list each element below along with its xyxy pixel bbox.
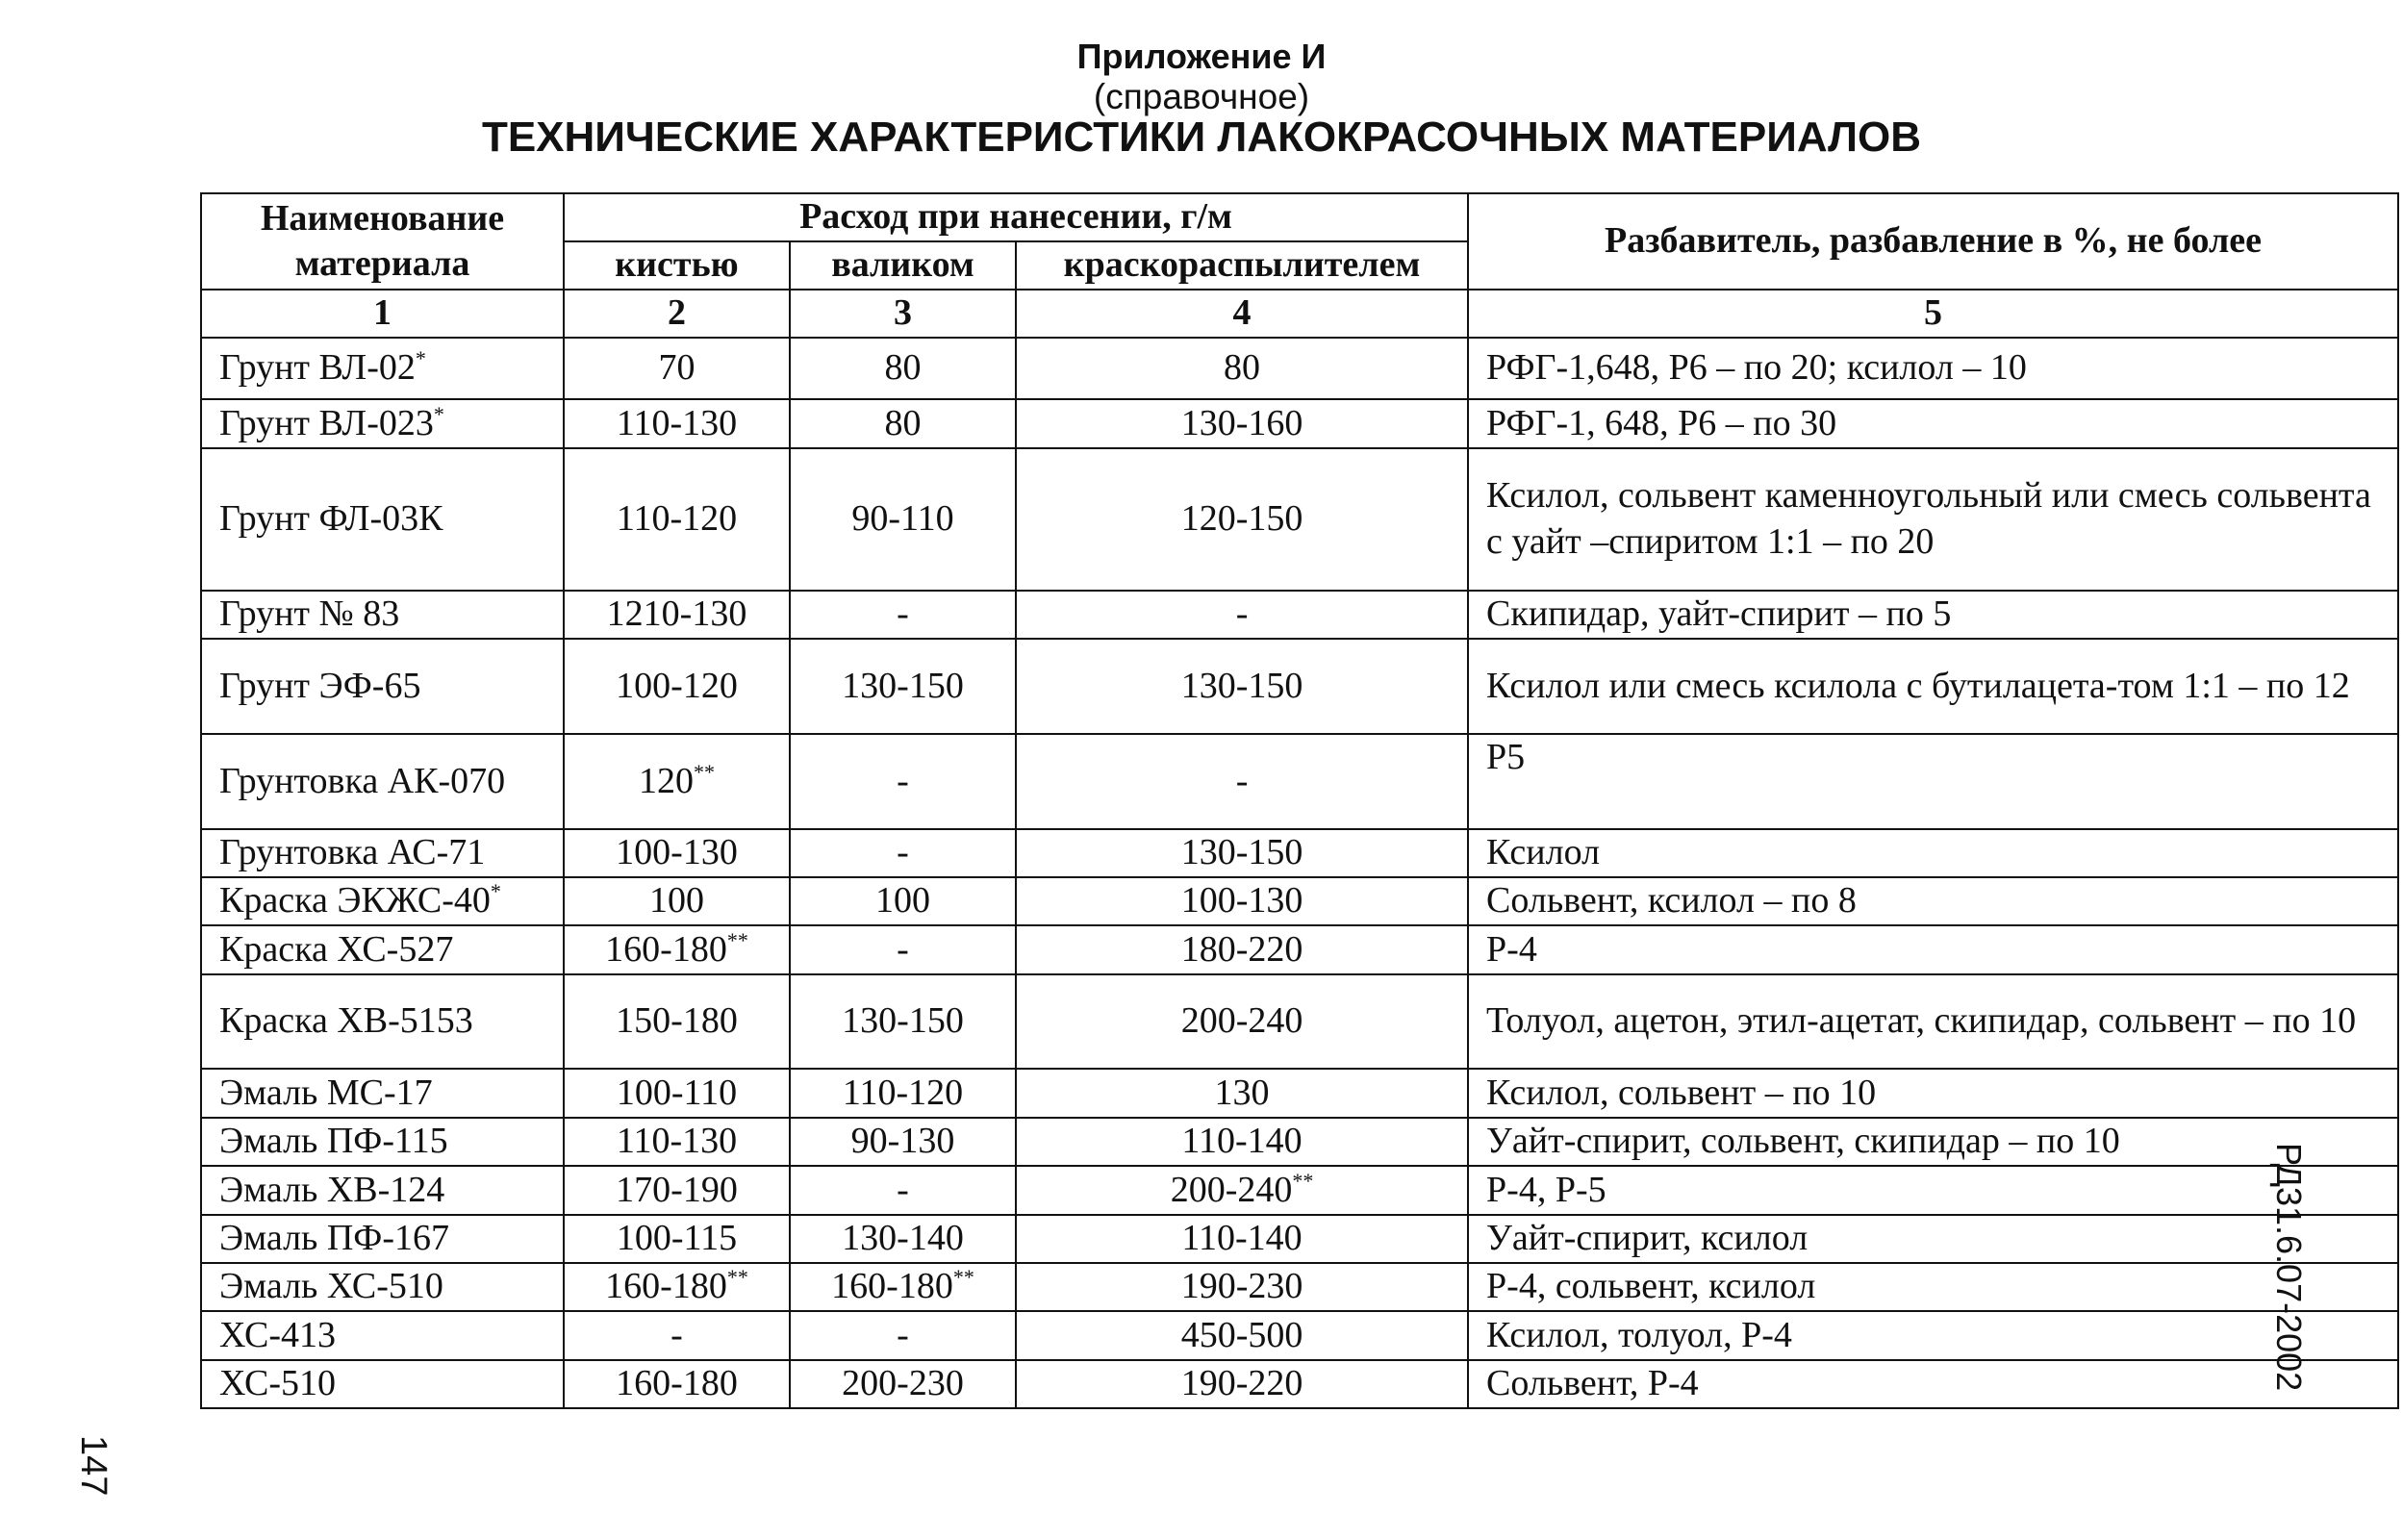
cell-brush [564, 1166, 790, 1214]
cell-sprayer [1016, 974, 1468, 1070]
cell-brush-text: - [670, 1314, 683, 1355]
cell-roller [790, 734, 1016, 829]
table-body [201, 338, 2398, 1408]
cell-roller-text: 90-130 [850, 1121, 955, 1162]
cell-sprayer-text: 200-240 [1170, 1169, 1293, 1210]
cell-thinner [1468, 1263, 2398, 1311]
page-title: ТЕХНИЧЕСКИЕ ХАРАКТЕРИСТИКИ ЛАКОКРАСОЧНЫХ МАТЕРИАЛОВ [481, 114, 1922, 161]
cell-thinner [1468, 1360, 2398, 1408]
cell-name-text: ХС-413 [219, 1314, 336, 1355]
cell-sprayer-text: 110-140 [1181, 1121, 1303, 1162]
cell-sprayer [1016, 1311, 1468, 1359]
table-row [201, 829, 2398, 877]
cell-thinner-text: Р-4 [1486, 928, 1537, 970]
table-row [201, 448, 2398, 591]
cell-sprayer-text: 100-130 [1180, 880, 1303, 921]
cell-roller [790, 1069, 1016, 1117]
cell-sprayer-text: - [1235, 593, 1249, 635]
cell-name [201, 1069, 564, 1117]
table-row [201, 1263, 2398, 1311]
cell-thinner [1468, 1166, 2398, 1214]
cell-thinner [1468, 925, 2398, 973]
cell-brush-text: 120 [639, 760, 694, 801]
cell-name [201, 591, 564, 639]
cell-sprayer-text: 130-150 [1180, 832, 1303, 873]
cell-roller-text: 130-140 [842, 1217, 964, 1258]
table-row [201, 1215, 2398, 1263]
col-number: 4 [1016, 290, 1468, 338]
cell-thinner-text: Ксилол [1486, 832, 1601, 873]
cell-brush [564, 1263, 790, 1311]
cell-thinner-text: Ксилол, толуол, Р-4 [1486, 1314, 1792, 1355]
cell-sprayer-text: 130-150 [1180, 665, 1303, 706]
cell-thinner-text: Ксилол или смесь ксилола с бутилацета-том 1:1 – по 12 [1486, 665, 2350, 706]
cell-name [201, 1360, 564, 1408]
cell-sprayer-text: 190-220 [1180, 1363, 1303, 1404]
cell-roller [790, 1263, 1016, 1311]
cell-roller [790, 399, 1016, 447]
cell-sprayer-text: 200-240 [1180, 1000, 1303, 1042]
cell-brush-text: 110-120 [616, 498, 738, 540]
cell-brush-text: 170-190 [616, 1169, 738, 1210]
cell-roller-text: - [897, 593, 909, 635]
header-brush: кистью [564, 241, 790, 290]
footnote-mark: ** [694, 759, 715, 784]
cell-brush [564, 1360, 790, 1408]
cell-name [201, 1263, 564, 1311]
cell-brush-text: 110-130 [616, 1121, 738, 1162]
table-row [201, 338, 2398, 399]
cell-name [201, 639, 564, 734]
cell-sprayer [1016, 925, 1468, 973]
cell-roller-text: 110-120 [842, 1072, 964, 1113]
cell-sprayer [1016, 1118, 1468, 1166]
cell-name [201, 1166, 564, 1214]
cell-thinner [1468, 1069, 2398, 1117]
cell-thinner [1468, 1311, 2398, 1359]
cell-name-text: Грунт № 83 [219, 593, 400, 635]
cell-roller [790, 1360, 1016, 1408]
cell-thinner-text: Р-4, сольвент, ксилол [1486, 1266, 1816, 1307]
cell-name [201, 448, 564, 591]
cell-brush [564, 1118, 790, 1166]
cell-thinner-text: РФГ-1,648, Р6 – по 20; ксилол – 10 [1486, 347, 2027, 389]
cell-roller [790, 829, 1016, 877]
table-row [201, 399, 2398, 447]
cell-sprayer [1016, 448, 1468, 591]
header-name: Наименование материала [201, 193, 564, 290]
cell-roller [790, 448, 1016, 591]
cell-roller [790, 591, 1016, 639]
table-row [201, 1166, 2398, 1214]
table-row [201, 974, 2398, 1070]
cell-sprayer-text: 130 [1214, 1072, 1270, 1113]
cell-sprayer-text: 110-140 [1181, 1217, 1303, 1258]
cell-name-text: Краска ХВ-5153 [219, 1000, 473, 1042]
footnote-mark: ** [726, 927, 748, 952]
cell-name [201, 877, 564, 925]
table-row [201, 1311, 2398, 1359]
cell-name-text: Грунт ЭФ-65 [219, 665, 421, 706]
header-sprayer: краскораспылителем [1016, 241, 1468, 290]
cell-sprayer-text: - [1235, 760, 1249, 801]
footnote-mark: ** [1292, 1168, 1314, 1193]
cell-name-text: Краска ХС-527 [219, 928, 454, 970]
cell-roller-text: 130-150 [842, 1000, 964, 1042]
header-roller: валиком [790, 241, 1016, 290]
cell-roller-text: - [897, 928, 909, 970]
table-row [201, 1069, 2398, 1117]
cell-roller [790, 974, 1016, 1070]
cell-thinner [1468, 1215, 2398, 1263]
cell-sprayer [1016, 829, 1468, 877]
page-number-text: 147 [73, 1435, 114, 1497]
cell-roller [790, 1118, 1016, 1166]
cell-brush-text: 160-180 [605, 928, 727, 970]
cell-brush-text: 160-180 [616, 1363, 738, 1404]
cell-sprayer-text: 450-500 [1180, 1314, 1303, 1355]
cell-sprayer [1016, 639, 1468, 734]
cell-name [201, 338, 564, 399]
cell-name-text: Грунт ВЛ-023 [219, 402, 434, 443]
cell-thinner [1468, 399, 2398, 447]
table-row [201, 877, 2398, 925]
cell-thinner-text: Толуол, ацетон, этил-ацетат, скипидар, сольвент – по 10 [1486, 1000, 2357, 1042]
cell-thinner [1468, 734, 2398, 829]
cell-thinner-text: Сольвент, Р-4 [1486, 1363, 1699, 1404]
cell-thinner [1468, 448, 2398, 591]
header-consumption: Расход при нанесении, г/м [564, 193, 1468, 241]
cell-sprayer-text: 120-150 [1180, 498, 1303, 540]
cell-roller-text: 100 [875, 880, 930, 921]
header-thinner: Разбавитель, разбавление в %, не более [1468, 193, 2398, 290]
footnote-mark: * [415, 346, 426, 371]
table-row [201, 734, 2398, 829]
cell-sprayer [1016, 591, 1468, 639]
cell-name-text: ХС-510 [219, 1363, 336, 1404]
cell-thinner [1468, 974, 2398, 1070]
cell-name-text: Эмаль ХВ-124 [219, 1169, 445, 1210]
cell-name [201, 1215, 564, 1263]
footnote-mark: * [433, 401, 444, 426]
appendix-label: Приложение И [1076, 37, 1327, 76]
cell-brush [564, 925, 790, 973]
cell-thinner-text: Скипидар, уайт-спирит – по 5 [1486, 593, 1952, 635]
cell-roller-text: 90-110 [851, 498, 954, 540]
cell-brush [564, 734, 790, 829]
cell-thinner [1468, 877, 2398, 925]
materials-table [200, 192, 2399, 1409]
cell-roller [790, 1215, 1016, 1263]
cell-thinner [1468, 1118, 2398, 1166]
table-row [201, 1118, 2398, 1166]
cell-name [201, 829, 564, 877]
footnote-mark: ** [952, 1265, 974, 1290]
cell-roller-text: - [897, 760, 909, 801]
cell-name [201, 1118, 564, 1166]
cell-brush [564, 448, 790, 591]
cell-sprayer [1016, 1069, 1468, 1117]
cell-name-text: Краска ЭКЖС-40 [219, 880, 491, 921]
col-number: 2 [564, 290, 790, 338]
cell-roller [790, 925, 1016, 973]
cell-name [201, 734, 564, 829]
table-row [201, 591, 2398, 639]
cell-thinner-text: Ксилол, сольвент – по 10 [1486, 1072, 1877, 1113]
cell-roller-text: 80 [884, 402, 922, 443]
cell-name [201, 974, 564, 1070]
cell-brush [564, 1069, 790, 1117]
col-number: 5 [1468, 290, 2398, 338]
cell-name [201, 399, 564, 447]
cell-name-text: Эмаль ХС-510 [219, 1266, 443, 1307]
cell-brush-text: 1210-130 [606, 593, 747, 635]
cell-roller [790, 338, 1016, 399]
cell-brush [564, 639, 790, 734]
cell-name-text: Грунт ФЛ-03К [219, 498, 443, 540]
cell-name [201, 925, 564, 973]
col-number: 3 [790, 290, 1016, 338]
cell-sprayer [1016, 338, 1468, 399]
cell-thinner [1468, 639, 2398, 734]
cell-name-text: Грунтовка АС-71 [219, 832, 486, 873]
cell-sprayer [1016, 1215, 1468, 1263]
cell-roller [790, 1311, 1016, 1359]
cell-roller-text: - [897, 832, 909, 873]
cell-roller-text: 130-150 [842, 665, 964, 706]
cell-name-text: Эмаль МС-17 [219, 1072, 433, 1113]
cell-thinner-text: Уайт-спирит, ксилол [1486, 1217, 1809, 1258]
cell-name-text: Грунтовка АК-070 [219, 760, 506, 801]
cell-name [201, 1311, 564, 1359]
cell-roller-text: 200-230 [842, 1363, 964, 1404]
cell-roller [790, 1166, 1016, 1214]
cell-sprayer [1016, 1360, 1468, 1408]
cell-sprayer-text: 130-160 [1180, 402, 1303, 443]
cell-brush-text: 70 [658, 347, 696, 389]
cell-brush-text: 100-120 [616, 665, 738, 706]
cell-roller [790, 877, 1016, 925]
cell-roller-text: 80 [884, 347, 922, 389]
cell-roller [790, 639, 1016, 734]
cell-brush [564, 829, 790, 877]
cell-brush-text: 110-130 [616, 402, 738, 443]
cell-name-text: Эмаль ПФ-115 [219, 1121, 448, 1162]
cell-brush-text: 160-180 [605, 1266, 727, 1307]
table-row [201, 1360, 2398, 1408]
cell-brush [564, 1215, 790, 1263]
cell-thinner [1468, 829, 2398, 877]
cell-brush [564, 1311, 790, 1359]
footnote-mark: * [490, 879, 501, 904]
cell-sprayer [1016, 1166, 1468, 1214]
cell-thinner-text: Уайт-спирит, сольвент, скипидар – по 10 [1486, 1121, 2120, 1162]
cell-brush-text: 100-115 [616, 1217, 738, 1258]
table-row [201, 925, 2398, 973]
cell-name-text: Грунт ВЛ-02 [219, 347, 416, 389]
cell-sprayer-text: 190-230 [1180, 1266, 1303, 1307]
cell-roller-text: - [897, 1314, 909, 1355]
cell-sprayer-text: 80 [1224, 347, 1261, 389]
cell-brush [564, 591, 790, 639]
cell-brush [564, 877, 790, 925]
cell-sprayer [1016, 1263, 1468, 1311]
footnote-mark: ** [726, 1265, 748, 1290]
cell-thinner-text: Ксилол, сольвент каменноугольный или смесь сольвента с уайт –спиритом 1:1 – по 20 [1486, 475, 2371, 562]
cell-roller-text: 160-180 [831, 1266, 953, 1307]
cell-sprayer [1016, 877, 1468, 925]
cell-sprayer-text: 180-220 [1180, 928, 1303, 970]
cell-brush-text: 150-180 [616, 1000, 738, 1042]
col-number: 1 [201, 290, 564, 338]
appendix-kind: (справочное) [1093, 77, 1310, 116]
cell-brush [564, 338, 790, 399]
cell-roller-text: - [897, 1169, 909, 1210]
table-row [201, 639, 2398, 734]
cell-name-text: Эмаль ПФ-167 [219, 1217, 449, 1258]
cell-sprayer [1016, 399, 1468, 447]
cell-brush [564, 399, 790, 447]
cell-thinner-text: Р-4, Р-5 [1486, 1169, 1606, 1210]
cell-brush-text: 100 [649, 880, 704, 921]
cell-thinner [1468, 338, 2398, 399]
cell-brush-text: 100-130 [616, 832, 738, 873]
cell-brush-text: 100-110 [616, 1072, 738, 1113]
cell-thinner-text: РФГ-1, 648, Р6 – по 30 [1486, 402, 1837, 443]
cell-thinner-text: Р5 [1486, 736, 1526, 777]
cell-sprayer [1016, 734, 1468, 829]
cell-thinner [1468, 591, 2398, 639]
cell-thinner-text: Сольвент, ксилол – по 8 [1486, 880, 1857, 921]
cell-brush [564, 974, 790, 1070]
document-code-text: РД31.6.07-2002 [2269, 1143, 2309, 1392]
